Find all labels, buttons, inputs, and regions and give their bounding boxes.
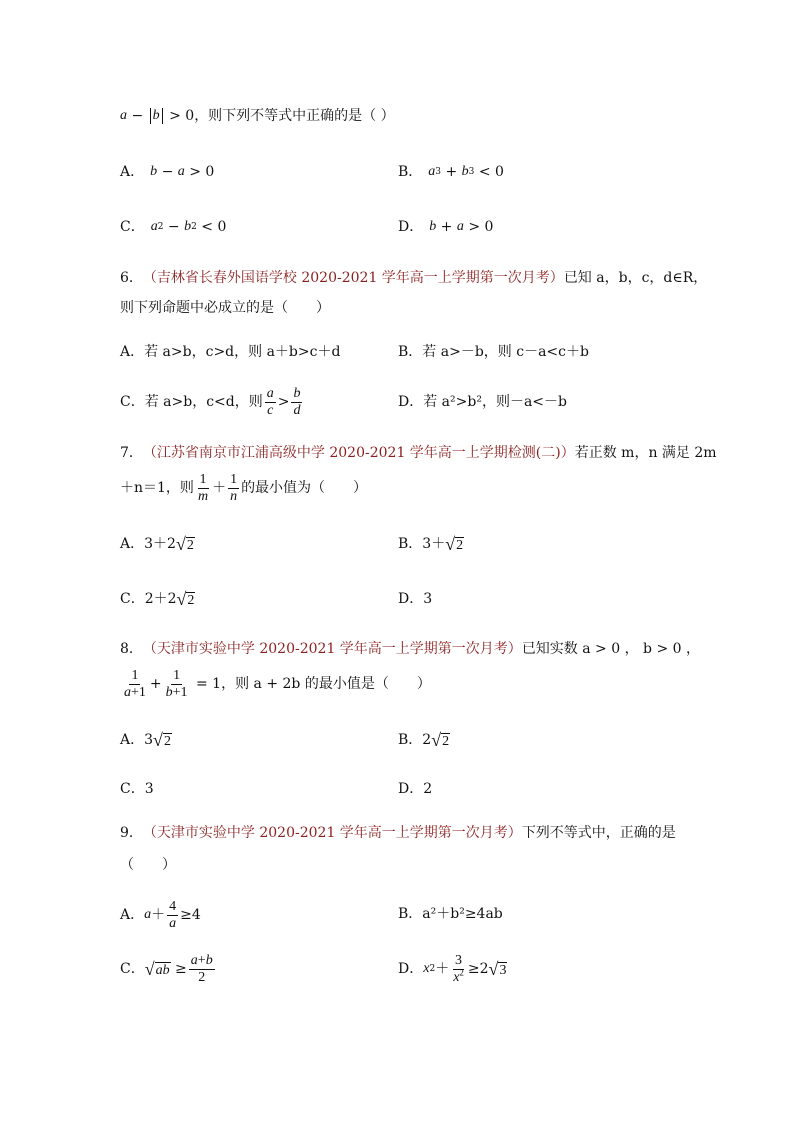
- q6-option-a: A．若 a>b，c>d，则 a＋b>c＋d: [120, 344, 341, 360]
- q9-option-b: B．a²＋b²≥4ab: [398, 906, 503, 922]
- q6-source: （吉林省长春外国语学校 2020-2021 学年高一上学期第一次月考）: [142, 270, 564, 286]
- q8-stem-line1: 8． （天津市实验中学 2020-2021 学年高一上学期第一次月考） 已知实数 a > 0 ， b > 0 ，: [120, 641, 700, 657]
- q9-option-d: D． x 2 ＋ $\frac{3}{x^2}$ ≥2 √ 3: [398, 952, 507, 985]
- q8-source: （天津市实验中学 2020-2021 学年高一上学期第一次月考）: [142, 641, 522, 657]
- q9-source: （天津市实验中学 2020-2021 学年高一上学期第一次月考）: [142, 825, 522, 841]
- q7-stem-line1: 7． （江苏省南京市江浦高级中学 2020-2021 学年高一上学期检测(二)） 若正数 m，n 满足 2m: [120, 445, 717, 461]
- q8-option-a: A． 3 √ 2: [120, 729, 171, 750]
- q6-option-c: C．若 a>b，c<d，则 $\frac{a}{c}$ > $\frac{b}{d}$: [120, 385, 301, 418]
- q6-stem-line2: 则下列命题中必成立的是（ ）: [120, 300, 330, 316]
- q8-stem-line2: $\frac{1}{a+1}$ + $\frac{1}{b+1}$ = 1 ，则 a + 2b 的最小值是（ ）: [124, 667, 431, 700]
- q5-option-d: D． b + a > 0: [398, 219, 494, 235]
- q9-option-a: A． a ＋ $\frac{4}{a}$ ≥4: [120, 898, 201, 931]
- q9-stem-line2: （ ）: [120, 857, 176, 873]
- q7-source: （江苏省南京市江浦高级中学 2020-2021 学年高一上学期检测(二)）: [142, 445, 575, 461]
- q9-option-c: C． √ ab ≥ $\frac{a+b}{2}$: [120, 952, 213, 985]
- q7-option-b: B．3＋ √ 2: [398, 533, 464, 554]
- q6-option-b: B．若 a>－b，则 c－a<c＋b: [398, 344, 589, 360]
- q9-stem-line1: 9． （天津市实验中学 2020-2021 学年高一上学期第一次月考） 下列不等式中，正确的是: [120, 825, 676, 841]
- q8-option-d: D．2: [398, 781, 433, 797]
- q7-option-c: C．2＋2 √ 2: [120, 588, 195, 609]
- q8-option-b: B． 2 √ 2: [398, 729, 450, 750]
- q5-option-c: C． a 2 − b 2 < 0: [120, 219, 227, 235]
- q7-stem-line2: ＋n＝1，则 $\frac{1}{m}$ ＋ $\frac{1}{n}$ 的最小值为（ ）: [120, 471, 368, 504]
- q5-option-b: B． a 3 + b 3 < 0: [398, 164, 504, 180]
- q8-option-c: C．3: [120, 781, 154, 797]
- q6-option-d: D．若 a²>b²，则－a<－b: [398, 394, 567, 410]
- q5-option-a: A． b − a > 0: [120, 164, 215, 180]
- q7-option-a: A．3＋2 √ 2: [120, 533, 194, 554]
- q5-stem: a − b > 0 ，则下列不等式中正确的是（ ）: [120, 108, 395, 124]
- q7-option-d: D．3: [398, 591, 433, 607]
- q6-stem-line1: 6． （吉林省长春外国语学校 2020-2021 学年高一上学期第一次月考） 已知 a，b，c，d∈R，: [120, 270, 708, 286]
